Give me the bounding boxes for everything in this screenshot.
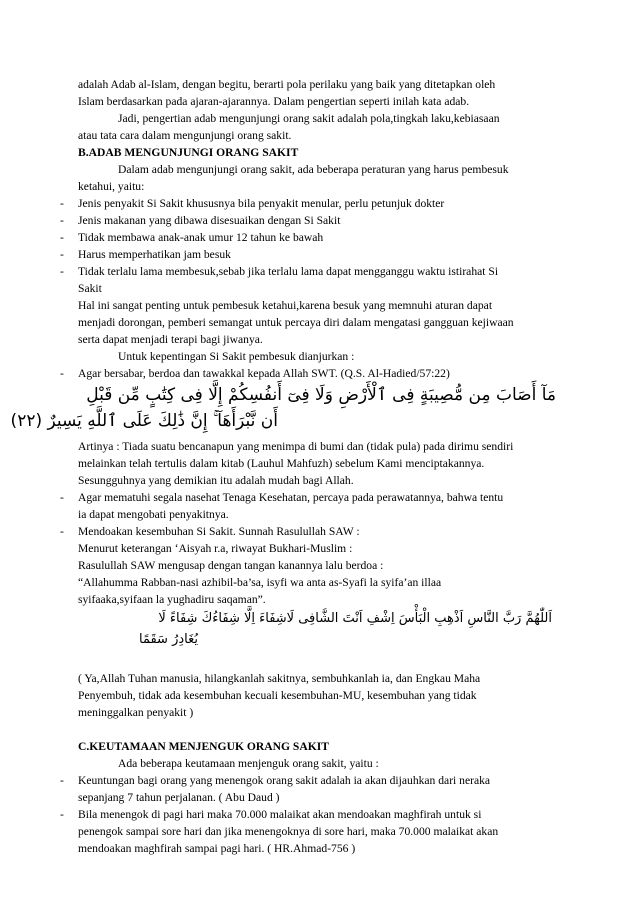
- translation-line-1: Artinya : Tiada suatu bencanapun yang menimpa di bumi dan (tidak pula) pada dirimu sendiri: [78, 440, 514, 453]
- list-item-continuation: penengok sampai sore hari dan jika menengoknya di sore hari, maka 70.000 malaikat akan: [78, 825, 499, 838]
- list-item-continuation: mendoakan maghfirah sampai pagi hari. ( HR.Ahmad-756 ): [78, 842, 356, 855]
- bullet-dash: -: [60, 525, 64, 538]
- doa-line-2: Rasulullah SAW mengusap dengan tangan kanannya lalu berdoa :: [78, 559, 384, 572]
- bullet-dash: -: [60, 774, 64, 787]
- paragraph-line-3: serta dapat menjadi terapi bagi jiwanya.: [78, 333, 263, 346]
- list-item: Jenis penyakit Si Sakit khususnya bila penyakit menular, perlu petunjuk dokter: [78, 197, 445, 210]
- section-b-heading: B.ADAB MENGUNJUNGI ORANG SAKIT: [78, 146, 299, 159]
- bullet-dash: -: [60, 367, 64, 380]
- paragraph-line-1: Hal ini sangat penting untuk pembesuk ketahui,karena besuk yang memnuhi aturan dapat: [78, 299, 493, 312]
- arabic-verse-line-2: أَن نَّبْرَأَهَآ ۚ إِنَّ ذَٰلِكَ عَلَى ٱللَّهِ يَسِيرٌ (٢٢): [10, 411, 278, 431]
- section-c-intro: Ada beberapa keutamaan menjenguk orang sakit, yaitu :: [118, 757, 379, 770]
- list-item: Tidak terlalu lama membesuk,sebab jika terlalu lama dapat mengganggu waktu istirahat Si: [78, 265, 499, 278]
- list-item: Agar mematuhi segala nasehat Tenaga Kesehatan, percaya pada perawatannya, bahwa tentu: [78, 491, 504, 504]
- bullet-dash: -: [60, 808, 64, 821]
- list-item: Keuntungan bagi orang yang menengok orang sakit adalah ia akan dijauhkan dari neraka: [78, 774, 491, 787]
- section-b-intro-2: ketahui, yaitu:: [78, 180, 145, 193]
- arabic-doa-line-1: اَللّٰهُمَّ رَبَّ النَّاسِ اَذْهِبِ الْبَأْسَ اِشْفِ اَنْتَ الشَّافِى لَاشِفَاءَ اِلَّا شِفَاءُكَ شِفَاءً لَا: [158, 611, 552, 626]
- list-item: Agar bersabar, berdoa dan tawakkal kepada Allah SWT. (Q.S. Al-Hadied/57:22): [78, 367, 450, 380]
- intro-line-2: Islam berdasarkan pada ajaran-ajarannya. Dalam pengertian seperti inilah kata adab.: [78, 95, 470, 108]
- list-item-continuation: sepanjang 7 tahun perjalanan. ( Abu Daud ): [78, 791, 280, 804]
- list-item: Tidak membawa anak-anak umur 12 tahun ke bawah: [78, 231, 324, 244]
- list-item: Bila menengok di pagi hari maka 70.000 malaikat akan mendoakan maghfirah untuk si: [78, 808, 482, 821]
- bullet-dash: -: [60, 265, 64, 278]
- bullet-dash: -: [60, 248, 64, 261]
- list-item-continuation: Sakit: [78, 282, 102, 295]
- section-b-intro-1: Dalam adab mengunjungi orang sakit, ada beberapa peraturan yang harus pembesuk: [118, 163, 509, 176]
- arabic-doa-line-2: يُغَادِرُ سَقَمًا: [139, 632, 198, 647]
- bullet-dash: -: [60, 231, 64, 244]
- intro-line-3: Jadi, pengertian adab mengunjungi orang sakit adalah pola,tingkah laku,kebiasaan: [118, 112, 500, 125]
- arabic-verse-line-1: مَآ أَصَابَ مِن مُّصِيبَةٍ فِى ٱلْأَرْضِ وَلَا فِىٓ أَنفُسِكُمْ إِلَّا فِى كِتَٰبٍ مِّن قَبْلِ: [86, 385, 556, 405]
- intro-line-1: adalah Adab al-Islam, dengan begitu, berarti pola perilaku yang baik yang ditetapkan oleh: [78, 78, 496, 91]
- bullet-dash: -: [60, 214, 64, 227]
- list-item: Harus memperhatikan jam besuk: [78, 248, 231, 261]
- doa-line-1: Menurut keterangan ‘Aisyah r.a, riwayat Bukhari-Muslim :: [78, 542, 353, 555]
- intro-line-4: atau tata cara dalam mengunjungi orang sakit.: [78, 129, 292, 142]
- doa-line-4: syifaaka,syifaan la yughadiru saqaman”.: [78, 593, 266, 606]
- translation-line-3: Sesungguhnya yang demikian itu adalah mudah bagi Allah.: [78, 474, 354, 487]
- paragraph-line-2: menjadi dorongan, pemberi semangat untuk percaya diri dalam mengatasi gangguan kejiwaan: [78, 316, 514, 329]
- list-item: Mendoakan kesembuhan Si Sakit. Sunnah Rasulullah SAW :: [78, 525, 360, 538]
- list-item-continuation: ia dapat mengobati penyakitnya.: [78, 508, 229, 521]
- recommend-line: Untuk kepentingan Si Sakit pembesuk dianjurkan :: [118, 350, 355, 363]
- doa-meaning-line-2: Penyembuh, tidak ada kesembuhan kecuali kesembuhan-MU, kesembuhan yang tidak: [78, 689, 477, 702]
- doa-meaning-line-1: ( Ya,Allah Tuhan manusia, hilangkanlah sakitnya, sembuhkanlah ia, dan Engkau Maha: [78, 672, 481, 685]
- bullet-dash: -: [60, 491, 64, 504]
- list-item: Jenis makanan yang dibawa disesuaikan dengan Si Sakit: [78, 214, 341, 227]
- bullet-dash: -: [60, 197, 64, 210]
- translation-line-2: melainkan telah tertulis dalam kitab (Lauhul Mahfuzh) sebelum Kami menciptakannya.: [78, 457, 485, 470]
- section-c-heading: C.KEUTAMAAN MENJENGUK ORANG SAKIT: [78, 740, 329, 753]
- doa-meaning-line-3: meninggalkan penyakit ): [78, 706, 194, 719]
- doa-line-3: “Allahumma Rabban-nasi azhibil-ba’sa, isyfi wa anta as-Syafi la syifa’an illaa: [78, 576, 442, 589]
